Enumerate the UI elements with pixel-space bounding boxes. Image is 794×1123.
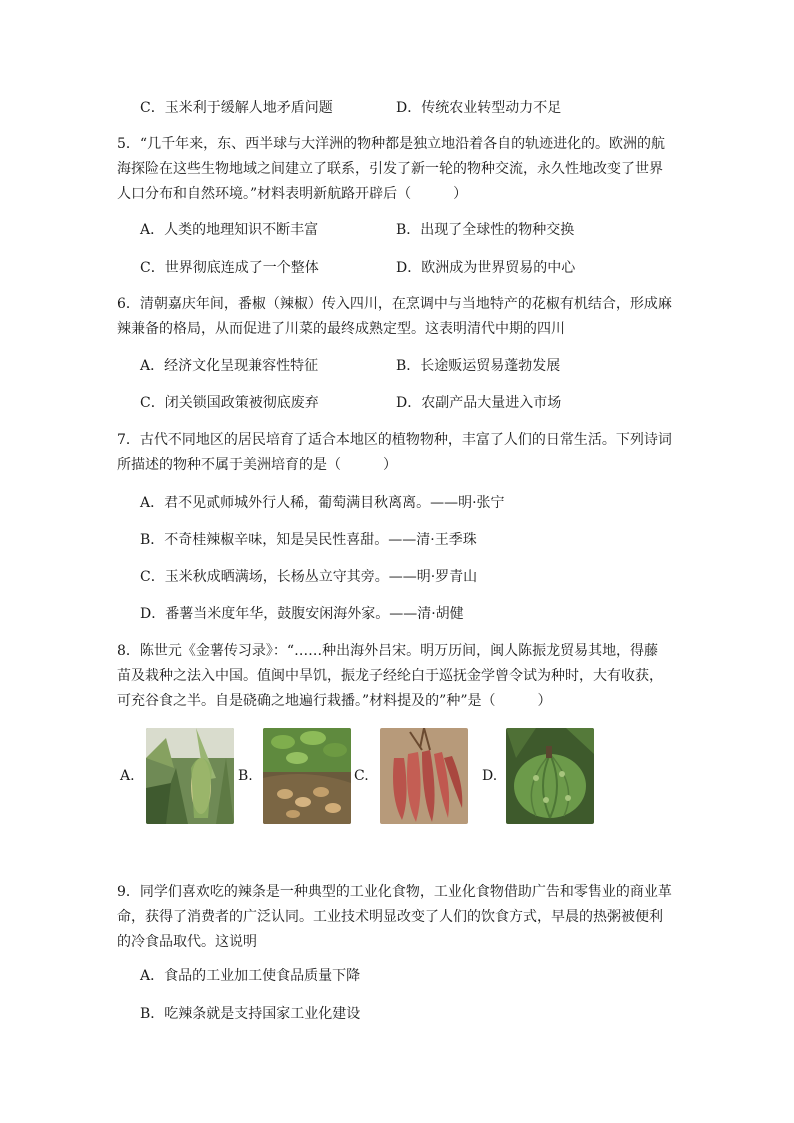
q6-option-c[interactable]: C．闭关锁国政策被彻底废弃 [140,395,319,411]
q6-stem [117,292,672,342]
q5-option-c[interactable]: C．世界彻底连成了一个整体 [140,260,319,276]
q4-option-d[interactable]: D．传统农业转型动力不足 [396,100,562,116]
q6-stem-line: 6．清朝嘉庆年间，番椒（辣椒）传入四川，在烹调中与当地特产的花椒有机结合，形成麻 [117,296,672,312]
q4-option-c[interactable]: C．玉米利于缓解人地矛盾问题 [140,100,333,116]
q5-option-a[interactable]: A．人类的地理知识不断丰富 [140,222,319,238]
pumpkin-image [506,728,594,824]
q8-option-b-label[interactable]: B. [238,768,253,784]
peanut-photo[interactable] [263,728,351,824]
pumpkin-photo[interactable] [506,728,594,824]
q5-stem-line: 5．“几千年来，东、西半球与大洋洲的物种都是独立地沿着各自的轨迹进化的。欧洲的航 [117,136,666,152]
q5-stem [117,132,669,207]
q7-option-d[interactable]: D．番薯当米度年华，鼓腹安闲海外家。——清·胡健 [140,606,464,622]
q9-option-b-row [140,1004,360,1024]
q5-option-d[interactable]: D．欧洲成为世界贸易的中心 [396,260,576,276]
q7-option-c[interactable]: C．玉米秋成晒满场，长杨丛立守其旁。——明·罗青山 [140,569,478,585]
q8-option-c-label[interactable]: C. [354,768,369,784]
q8-option-a-label[interactable]: A. [120,768,135,784]
q8-option-d-label[interactable]: D. [482,768,498,784]
peanut-image [263,728,351,824]
q9-stem [117,880,672,955]
q5-option-b[interactable]: B．出现了全球性的物种交换 [396,222,575,238]
q7-option-c-row [140,567,477,587]
q9-option-a-row [140,966,360,986]
q9-stem-line: 命，获得了消费者的广泛认同。工业技术明显改变了人们的饮食方式，早晨的热粥被便利 [117,909,663,925]
q7-option-a-row [140,493,505,513]
q5-options-row-2 [140,258,576,278]
q7-option-b[interactable]: B．不奇桂辣椒辛味，知是吴民性喜甜。——清·王季珠 [140,532,477,548]
q9-stem-line: 的冷食品取代。这说明 [117,934,257,950]
q8-stem-line: 可充谷食之半。自是硗确之地遍行栽播。”材料提及的”种”是（ ） [117,693,552,709]
q9-option-a[interactable]: A．食品的工业加工使食品质量下降 [140,968,361,984]
q6-stem-line: 辣兼备的格局，从而促进了川菜的最终成熟定型。这表明清代中期的四川 [117,321,565,337]
corn-photo[interactable] [146,728,234,824]
q6-option-a[interactable]: A．经济文化呈现兼容性特征 [140,358,319,374]
sweet-potato-image [380,728,468,824]
q6-option-d[interactable]: D．农副产品大量进入市场 [396,395,562,411]
q7-option-d-row [140,604,464,624]
q5-stem-line: 海探险在这些生物地域之间建立了联系，引发了新一轮的物种交流，永久性地改变了世界 [117,161,663,177]
q9-option-b[interactable]: B．吃辣条就是支持国家工业化建设 [140,1006,361,1022]
sweet-potato-photo[interactable] [380,728,468,824]
q6-option-b[interactable]: B．长途贩运贸易蓬勃发展 [396,358,561,374]
q8-image-options [120,728,620,824]
q5-options-row-1 [140,220,575,240]
q9-stem-line: 9．同学们喜欢吃的辣条是一种典型的工业化食物，工业化食物借助广告和零售业的商业革 [117,884,672,900]
q8-stem-line: 苗及栽种之法入中国。值闽中旱饥，振龙子经纶白于巡抚金学曾令试为种时，大有收获， [117,668,663,684]
q6-options-row-1 [140,356,561,376]
q7-stem-line: 7．古代不同地区的居民培育了适合本地区的植物物种，丰富了人们的日常生活。下列诗词 [117,432,672,448]
q7-option-a[interactable]: A．君不见贰师城外行人稀，葡萄满目秋离离。——明·张宁 [140,495,505,511]
q7-stem [117,428,672,478]
q8-stem-line: 8．陈世元《金薯传习录》：“……种出海外吕宋。明万历间，闽人陈振龙贸易其地，得藤 [117,643,659,659]
q6-options-row-2 [140,393,562,413]
corn-image [146,728,234,824]
q5-stem-line: 人口分布和自然环境。”材料表明新航路开辟后（ ） [117,186,468,202]
q7-option-b-row [140,530,477,550]
q8-stem [117,639,669,714]
q7-stem-line: 所描述的物种不属于美洲培育的是（ ） [117,457,397,473]
q4-options-row [140,98,562,118]
